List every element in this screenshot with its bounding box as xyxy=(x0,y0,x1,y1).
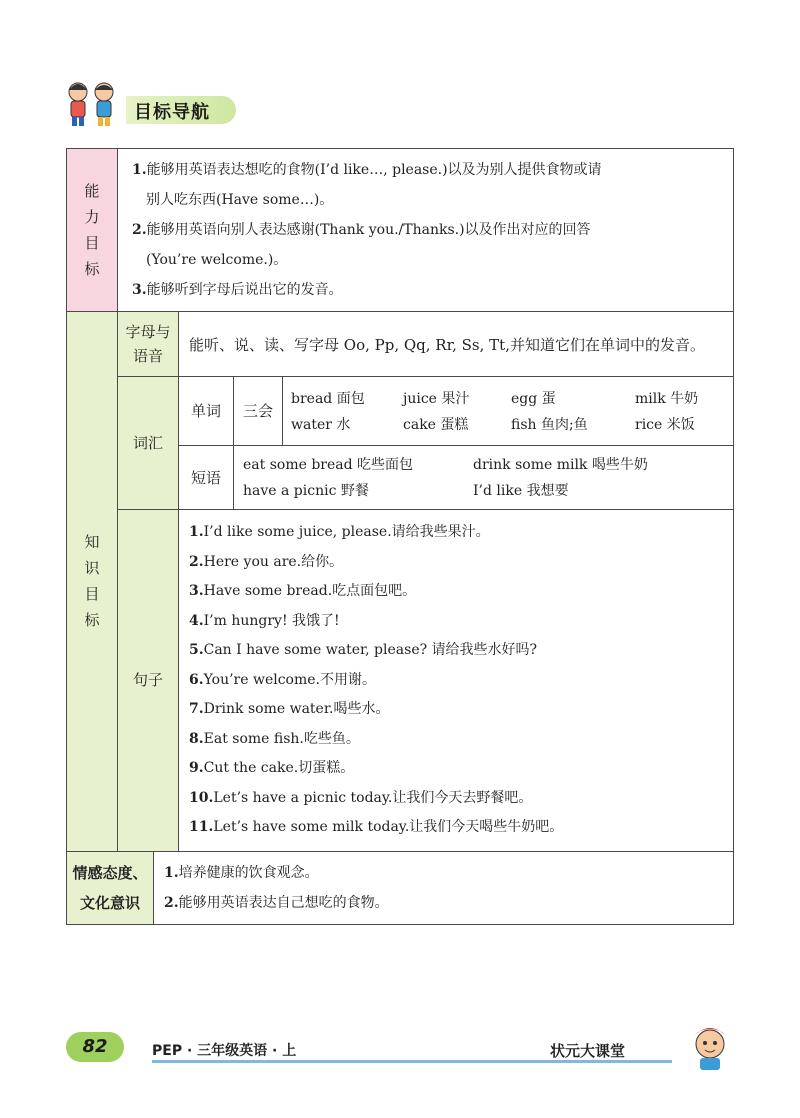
sanhui-label: 三会 xyxy=(234,377,283,445)
sentence: 8.Eat some fish.吃些鱼。 xyxy=(189,730,360,747)
sentences-row xyxy=(67,510,734,852)
section-header xyxy=(60,78,240,128)
page-title: 目标导航 xyxy=(134,102,210,123)
phrases-grid xyxy=(234,445,734,509)
words-grid xyxy=(283,377,734,445)
letters-label: 字母与 语音 xyxy=(118,312,179,377)
vocab-table xyxy=(179,377,733,509)
list-item: 2.能够用英语表达自己想吃的食物。 xyxy=(164,894,389,911)
phrase: eat some bread 吃些面包 xyxy=(243,457,414,474)
vocab-label: 词汇 xyxy=(118,377,179,510)
ability-list xyxy=(118,149,734,312)
ability-row xyxy=(67,149,734,312)
word: water 水 xyxy=(291,416,351,433)
vocab-row xyxy=(67,377,734,510)
list-item: 3.能够听到字母后说出它的发音。 xyxy=(132,282,343,298)
vocab-cell xyxy=(179,377,734,510)
word: milk 牛奶 xyxy=(635,390,699,407)
sentences-list xyxy=(179,510,734,852)
sentence: 4.I’m hungry! 我饿了! xyxy=(189,612,340,629)
attitude-row xyxy=(67,851,734,924)
sentence: 11.Let’s have some milk today.让我们今天喝些牛奶吧。 xyxy=(189,819,564,835)
phrase: have a picnic 野餐 xyxy=(243,483,369,500)
sentence: 6.You’re welcome.不用谢。 xyxy=(189,671,376,688)
word: rice 米饭 xyxy=(635,416,695,433)
knowledge-category: 知 识 目 标 xyxy=(67,312,118,852)
ability-category: 能 力 目 标 xyxy=(67,149,118,312)
list-item-cont: (You’re welcome.)。 xyxy=(146,252,288,268)
word: egg 蛋 xyxy=(511,390,556,407)
list-item: 2.能够用英语向别人表达感谢(Thank you./Thanks.)以及作出对应的回答 xyxy=(132,222,591,238)
sentence: 7.Drink some water.喝些水。 xyxy=(189,701,390,717)
page-footer xyxy=(66,1032,734,1072)
list-item: 1.能够用英语表达想吃的食物(I’d like…, please.)以及为别人提供食物或请 xyxy=(132,162,602,178)
sentence: 9.Cut the cake.切蛋糕。 xyxy=(189,760,355,776)
word: juice 果汁 xyxy=(403,390,470,407)
phrase: I’d like 我想要 xyxy=(473,483,569,500)
sentence: 3.Have some bread.吃点面包吧。 xyxy=(189,583,417,599)
sentences-label: 句子 xyxy=(118,510,179,852)
brand-name: 状元大课堂 xyxy=(550,1042,626,1060)
list-item: 1.培养健康的饮食观念。 xyxy=(164,864,319,881)
letters-text: 能听、说、读、写字母 Oo, Pp, Qq, Rr, Ss, Tt,并知道它们在单词中的发音。 xyxy=(179,312,734,377)
mascot-icon xyxy=(686,1022,734,1072)
word: cake 蛋糕 xyxy=(403,416,469,433)
children-icon xyxy=(60,78,124,128)
page-number: 82 xyxy=(66,1032,124,1062)
sentence: 10.Let’s have a picnic today.让我们今天去野餐吧。 xyxy=(189,789,533,806)
objectives-table xyxy=(66,148,734,925)
book-name: PEP · 三年级英语 · 上 xyxy=(152,1043,297,1059)
sentence: 5.Can I have some water, please? 请给我些水好吗? xyxy=(189,642,538,658)
phrases-label: 短语 xyxy=(179,445,234,509)
sentence: 1.I’d like some juice, please.请给我些果汁。 xyxy=(189,524,490,540)
phrase: drink some milk 喝些牛奶 xyxy=(473,457,648,474)
words-label: 单词 xyxy=(179,377,234,445)
attitude-category: 情感态度、 文化意识 xyxy=(67,852,154,924)
word: fish 鱼肉;鱼 xyxy=(511,416,588,433)
attitude-list xyxy=(154,852,734,924)
sentence: 2.Here you are.给你。 xyxy=(189,553,344,570)
letters-row xyxy=(67,312,734,377)
list-item-cont: 别人吃东西(Have some…)。 xyxy=(146,192,334,208)
word: bread 面包 xyxy=(291,390,365,407)
